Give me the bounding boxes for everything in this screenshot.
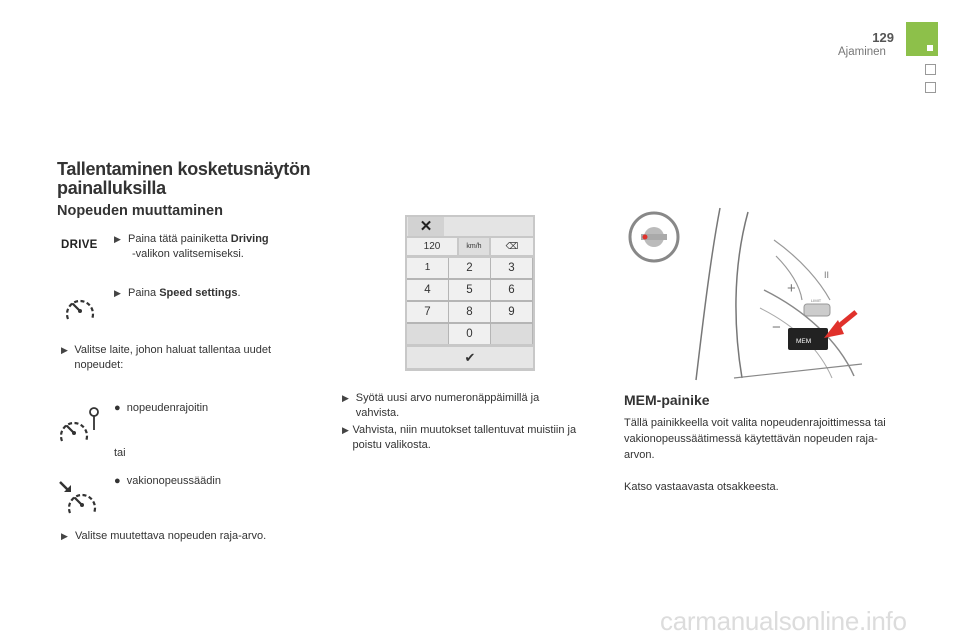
svg-text:II: II	[824, 270, 830, 280]
mem-section-title: MEM-painike	[624, 392, 710, 408]
mem-description: Tällä painikkeella voit valita nopeudenrajoittimessa tai vakionopeussäätimessä käytettävän nopeuden raja-arvon.	[624, 417, 886, 461]
keypad-toolbar	[407, 217, 533, 236]
speed-limiter-icon	[56, 404, 104, 446]
key-6[interactable]: 6	[491, 280, 532, 300]
step-arrow-icon: ▶	[61, 345, 68, 355]
section-tab-active	[906, 22, 938, 56]
mem-reference: Katso vastaavasta otsakkeesta.	[624, 481, 779, 493]
unit-label: km/h	[459, 238, 489, 255]
section-title: Ajaminen	[838, 46, 886, 58]
key-0[interactable]: 0	[449, 324, 490, 344]
speed-settings-label: Speed settings	[159, 287, 238, 299]
step-arrow-icon: ▶	[61, 531, 68, 541]
keypad-value-row	[407, 238, 533, 255]
option-speed-limiter: ● nopeudenrajoitin	[114, 402, 209, 414]
step-select-speed-value: ▶ Valitse muutettava nopeuden raja-arvo.	[61, 530, 267, 542]
key-9[interactable]: 9	[491, 302, 532, 322]
section-subtitle: Nopeuden muuttaminen	[57, 203, 223, 219]
step-press-speed-settings: ▶ Paina Speed settings.	[114, 287, 241, 299]
page-number: 129	[872, 30, 894, 45]
bullet-icon: ●	[114, 475, 121, 487]
section-tab-outline	[925, 64, 936, 75]
step-text: -valikon valitsemiseksi.	[132, 248, 244, 260]
speedometer-icon	[62, 292, 98, 324]
key-8[interactable]: 8	[449, 302, 490, 322]
cruise-control-icon	[58, 478, 102, 518]
step-enter-value: ▶ Syötä uusi arvo numeronäppäimillä ja vahvista.	[342, 392, 540, 419]
key-1[interactable]: 1	[407, 258, 448, 278]
key-7[interactable]: 7	[407, 302, 448, 322]
backspace-icon[interactable]: ⌫	[491, 238, 533, 255]
step-arrow-icon: ▶	[342, 425, 349, 435]
close-icon[interactable]: ✕	[408, 217, 444, 236]
numeric-keypad-screen	[405, 215, 535, 371]
step-arrow-icon: ▶	[114, 288, 121, 298]
steering-wheel-illustration	[624, 200, 864, 382]
step-select-device: ▶ Valitse laite, johon haluat tallentaa uudet nopeudet:	[61, 344, 272, 371]
step-arrow-icon: ▶	[342, 393, 349, 403]
keypad-grid	[407, 258, 533, 344]
limit-label: LIMIT	[811, 298, 822, 303]
speed-value-field[interactable]: 120	[407, 238, 457, 255]
key-5[interactable]: 5	[449, 280, 490, 300]
or-text: tai	[114, 447, 126, 459]
svg-text:+: +	[787, 280, 796, 297]
key-blank	[407, 324, 448, 344]
key-4[interactable]: 4	[407, 280, 448, 300]
step-press-driving: ▶ Paina tätä painiketta Driving -valikon valitsemiseksi.	[114, 232, 314, 262]
step-confirm-save: ▶ Vahvista, niin muutokset tallentuvat muistiin ja poistu valikosta.	[342, 424, 577, 451]
key-3[interactable]: 3	[491, 258, 532, 278]
tab-marker-icon	[927, 45, 933, 51]
bullet-icon: ●	[114, 402, 121, 414]
mem-button-label: MEM	[796, 338, 812, 345]
page-title: Tallentaminen kosketusnäytön painalluksilla	[57, 159, 311, 198]
step-arrow-icon: ▶	[114, 234, 121, 244]
key-blank	[491, 324, 532, 344]
driving-label: Driving	[230, 233, 269, 245]
section-tab-outline	[925, 82, 936, 93]
steering-wheel-icon	[630, 213, 678, 261]
confirm-check-icon[interactable]: ✔	[407, 347, 533, 368]
drive-button-label: DRIVE	[61, 239, 98, 251]
svg-text:−: −	[772, 319, 781, 336]
option-cruise-control: ● vakionopeussäädin	[114, 475, 221, 487]
watermark: carmanualsonline.info	[660, 606, 907, 636]
key-2[interactable]: 2	[449, 258, 490, 278]
